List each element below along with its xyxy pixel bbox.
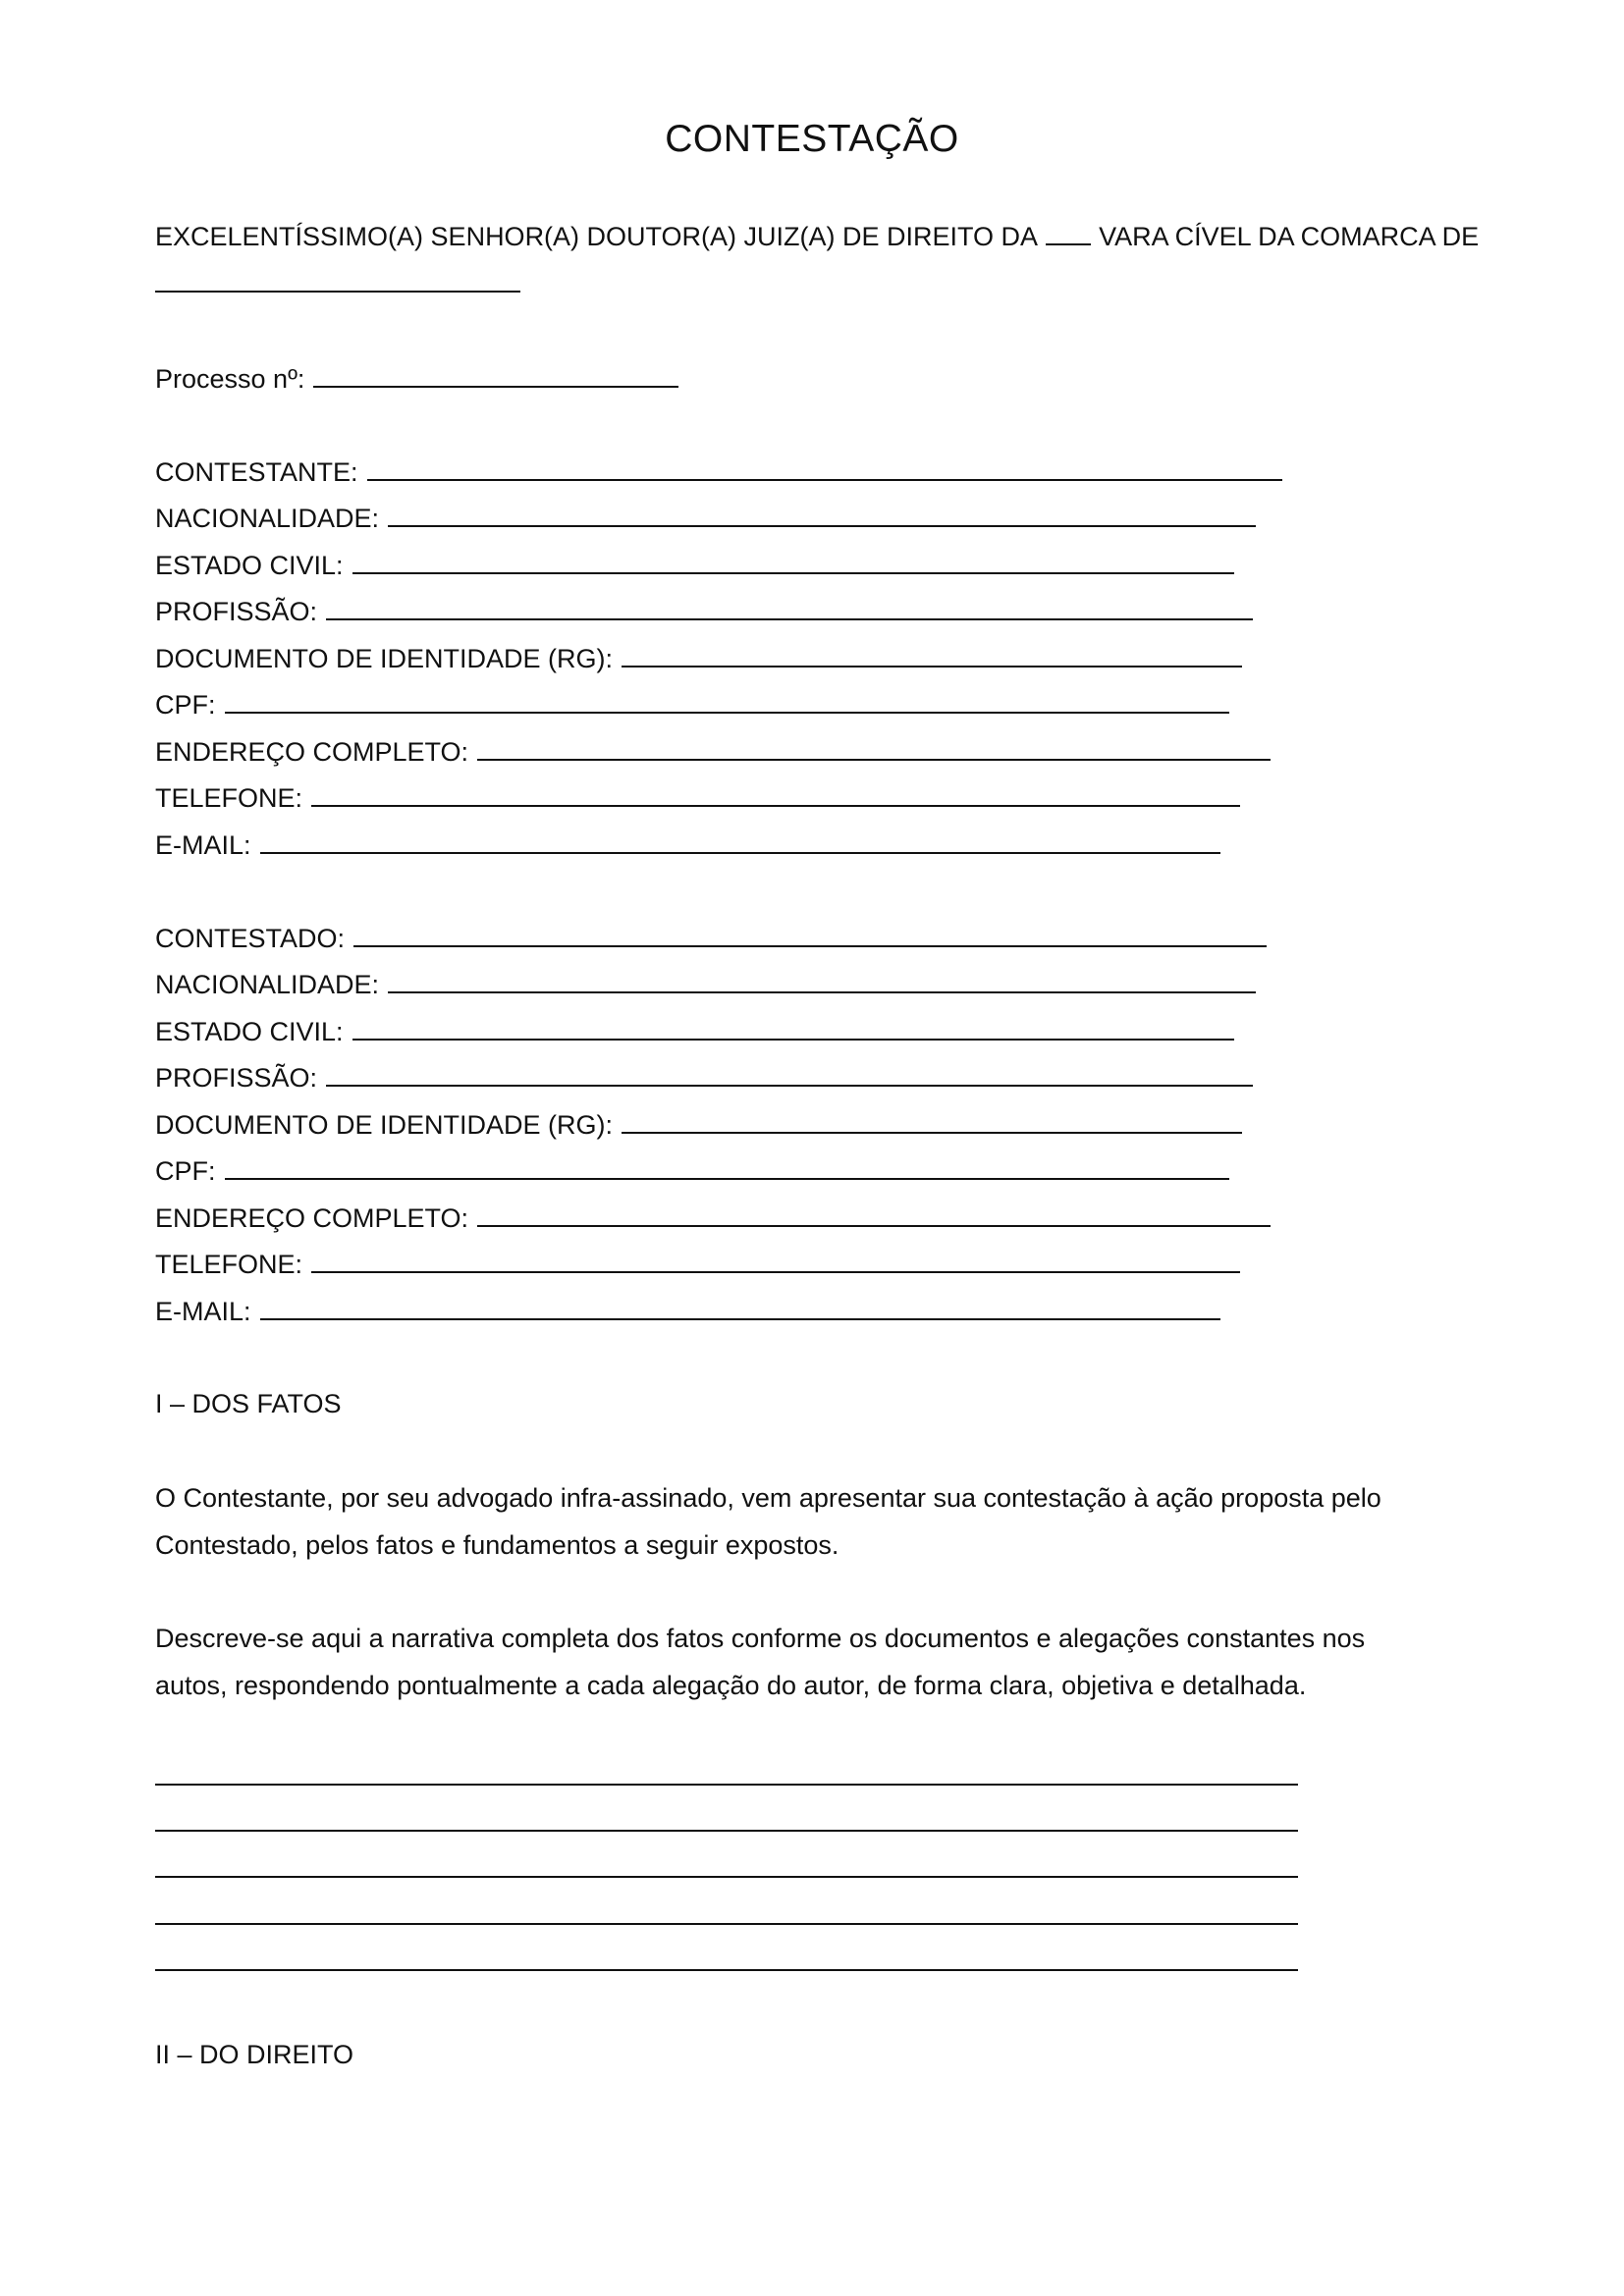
field-label: CONTESTADO: <box>155 924 346 953</box>
field-label: DOCUMENTO DE IDENTIDADE (RG): <box>155 1110 614 1140</box>
writing-blank[interactable] <box>155 1944 1298 1971</box>
comarca-line <box>155 265 520 293</box>
writing-line <box>155 1758 1298 1786</box>
field-blank[interactable] <box>388 500 1256 527</box>
field-label: CONTESTANTE: <box>155 457 358 487</box>
field-blank[interactable] <box>353 920 1267 947</box>
field-label: ENDEREÇO COMPLETO: <box>155 1203 469 1233</box>
writing-line <box>155 1897 1298 1925</box>
processo-line <box>155 360 678 397</box>
field-blank[interactable] <box>352 1013 1234 1041</box>
field-label: NACIONALIDADE: <box>155 504 380 533</box>
field-blank[interactable] <box>260 1293 1220 1320</box>
field-label: CPF: <box>155 690 216 720</box>
fatos-paragraph-1: O Contestante, por seu advogado infra-assinado, vem apresentar sua contestação à ação proposta pelo Contestado, pelos fatos e fundamentos a seguir expostos. <box>155 1483 1381 1560</box>
fatos-paragraph-2: Descreve-se aqui a narrativa completa dos fatos conforme os documentos e alegações constantes nos autos, respondendo pontualmente a cada alegação do autor, de forma clara, objetiva e detalhada. <box>155 1624 1366 1700</box>
contestado-field-endereco <box>155 1200 1271 1236</box>
field-label: ESTADO CIVIL: <box>155 551 344 580</box>
writing-blank[interactable] <box>155 1850 1298 1878</box>
field-blank[interactable] <box>311 779 1240 807</box>
contestante-field-name <box>155 454 1282 490</box>
field-blank[interactable] <box>622 640 1242 667</box>
field-label: TELEFONE: <box>155 783 303 813</box>
processo-blank[interactable] <box>313 360 678 388</box>
field-blank[interactable] <box>225 686 1229 714</box>
contestante-field-endereco <box>155 733 1271 770</box>
field-blank[interactable] <box>477 733 1271 761</box>
writing-blank[interactable] <box>155 1897 1298 1925</box>
writing-line <box>155 1850 1298 1878</box>
contestado-field-cpf <box>155 1152 1229 1189</box>
field-label: ENDEREÇO COMPLETO: <box>155 737 469 767</box>
contestado-field-email <box>155 1293 1220 1329</box>
field-label: NACIONALIDADE: <box>155 970 380 999</box>
field-blank[interactable] <box>326 1059 1253 1087</box>
field-blank[interactable] <box>326 593 1253 620</box>
field-blank[interactable] <box>260 827 1220 854</box>
field-blank[interactable] <box>622 1106 1242 1134</box>
field-blank[interactable] <box>225 1152 1229 1180</box>
contestado-field-estado-civil <box>155 1013 1234 1049</box>
header-line <box>155 218 1479 254</box>
writing-line <box>155 1804 1298 1832</box>
field-label: PROFISSÃO: <box>155 1063 318 1093</box>
vara-number-blank[interactable] <box>1046 218 1091 245</box>
field-label: TELEFONE: <box>155 1250 303 1279</box>
field-label: ESTADO CIVIL: <box>155 1017 344 1046</box>
field-blank[interactable] <box>388 966 1256 993</box>
field-blank[interactable] <box>311 1246 1240 1273</box>
section-direito-heading: II – DO DIREITO <box>155 2040 354 2069</box>
writing-blank[interactable] <box>155 1804 1298 1832</box>
contestante-field-profissao <box>155 593 1253 629</box>
field-blank[interactable] <box>477 1200 1271 1227</box>
contestado-field-profissao <box>155 1059 1253 1095</box>
contestado-field-nacionalidade <box>155 966 1256 1002</box>
field-label: DOCUMENTO DE IDENTIDADE (RG): <box>155 644 614 673</box>
contestante-field-rg <box>155 640 1242 676</box>
field-label: PROFISSÃO: <box>155 597 318 626</box>
writing-line <box>155 1944 1298 1971</box>
contestante-field-cpf <box>155 686 1229 722</box>
field-label: CPF: <box>155 1156 216 1186</box>
processo-label: Processo nº: <box>155 364 305 394</box>
contestado-field-name <box>155 920 1267 956</box>
writing-blank[interactable] <box>155 1758 1298 1786</box>
section-fatos-heading: I – DOS FATOS <box>155 1389 342 1418</box>
header-suffix: VARA CÍVEL DA COMARCA DE <box>1099 222 1480 251</box>
document-title: CONTESTAÇÃO <box>665 118 959 160</box>
contestado-field-telefone <box>155 1246 1240 1282</box>
contestante-field-nacionalidade <box>155 500 1256 536</box>
field-blank[interactable] <box>367 454 1282 481</box>
comarca-blank[interactable] <box>155 265 520 293</box>
contestado-field-rg <box>155 1106 1242 1143</box>
contestante-field-estado-civil <box>155 547 1234 583</box>
contestante-field-telefone <box>155 779 1240 816</box>
header-prefix: EXCELENTÍSSIMO(A) SENHOR(A) DOUTOR(A) JUIZ(A) DE DIREITO DA <box>155 222 1039 251</box>
field-blank[interactable] <box>352 547 1234 574</box>
contestante-field-email <box>155 827 1220 863</box>
field-label: E-MAIL: <box>155 1297 251 1326</box>
field-label: E-MAIL: <box>155 830 251 860</box>
